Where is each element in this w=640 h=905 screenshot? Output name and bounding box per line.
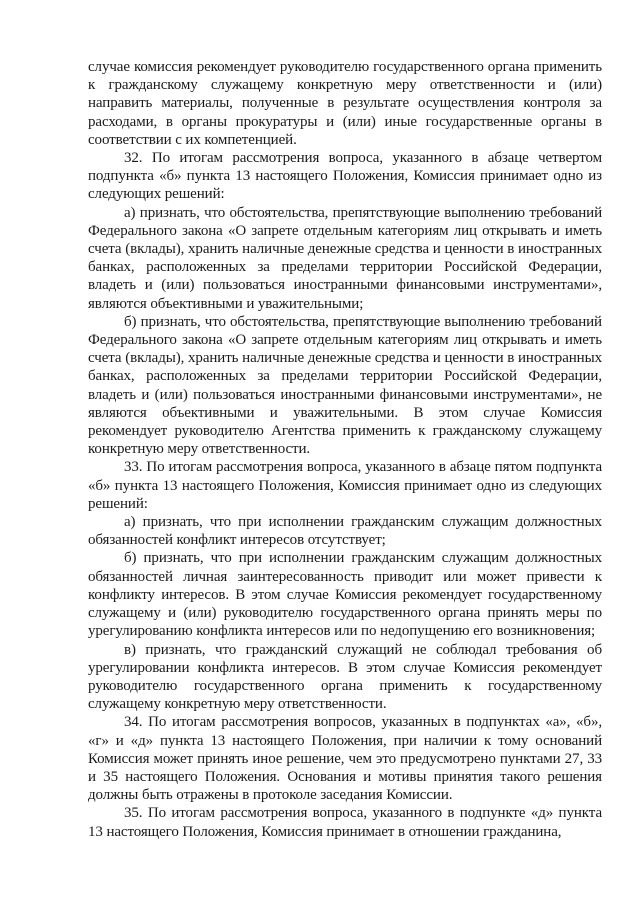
paragraph-item-32-b: б) признать, что обстоятельства, препятствующие выполнению требований Федерального закона «О запрете отдельным категориям лиц открывать и иметь счета (вклады), хранить наличные денежные средства и ценности в иностранных банках, расположенных за пределами территории Российской Федерации, владеть и (или) пользоваться иностранными финансовыми инструментами», не являются объективными и уважительными. В этом случае Комиссия рекомендует руководителю Агентства применить к гражданскому служащему конкретную меру ответственности.	[88, 313, 602, 458]
paragraph-item-33-b: б) признать, что при исполнении гражданским служащим должностных обязанностей личная заинтересованность приводит или может привести к конфликту интересов. В этом случае Комиссия рекомендует государственному служащему и (или) руководителю государственного органа принять меры по урегулированию конфликта интересов или по недопущению его возникновения;	[88, 550, 602, 640]
document-body	[88, 58, 602, 841]
paragraph-continuation: случае комиссия рекомендует руководителю государственного органа применить к гражданскому служащему конкретную меру ответственности и (или) направить материалы, полученные в результате осуществления контроля за расходами, в органы прокуратуры и (или) иные государственные органы в соответствии с их компетенцией.	[88, 59, 602, 148]
paragraph-item-33-a: а) признать, что при исполнении гражданским служащим должностных обязанностей конфликт интересов отсутствует;	[88, 514, 602, 549]
paragraph-item-34: 34. По итогам рассмотрения вопросов, указанных в подпунктах «а», «б», «г» и «д» пункта 13 настоящего Положения, при наличии к тому оснований Комиссия может принять иное решение, чем это предусмотрено пунктами 27, 33 и 35 настоящего Положения. Основания и мотивы принятия такого решения должны быть отражены в протоколе заседания Комиссии.	[88, 714, 602, 804]
paragraph-item-32-a: а) признать, что обстоятельства, препятствующие выполнению требований Федерального закона «О запрете отдельным категориям лиц открывать и иметь счета (вклады), хранить наличные денежные средства и ценности в иностранных банках, расположенных за пределами территории Российской Федерации, владеть и (или) пользоваться иностранными финансовыми инструментами», являются объективными и уважительными;	[88, 204, 602, 312]
paragraph-item-33: 33. По итогам рассмотрения вопроса, указанного в абзаце пятом подпункта «б» пункта 13 настоящего Положения, Комиссия принимает одно из следующих решений:	[88, 459, 602, 512]
paragraph-item-33-v: в) признать, что гражданский служащий не соблюдал требования об урегулировании конфликта интересов. В этом случае Комиссия рекомендует руководителю государственного органа применить к государственному служащему конкретную меру ответственности.	[88, 641, 602, 713]
paragraph-item-35: 35. По итогам рассмотрения вопроса, указанного в подпункте «д» пункта 13 настоящего Положения, Комиссия принимает в отношении гражданина,	[88, 805, 602, 840]
paragraph-item-32: 32. По итогам рассмотрения вопроса, указанного в абзаце четвертом подпункта «б» пункта 13 настоящего Положения, Комиссия принимает одно из следующих решений:	[88, 150, 602, 203]
